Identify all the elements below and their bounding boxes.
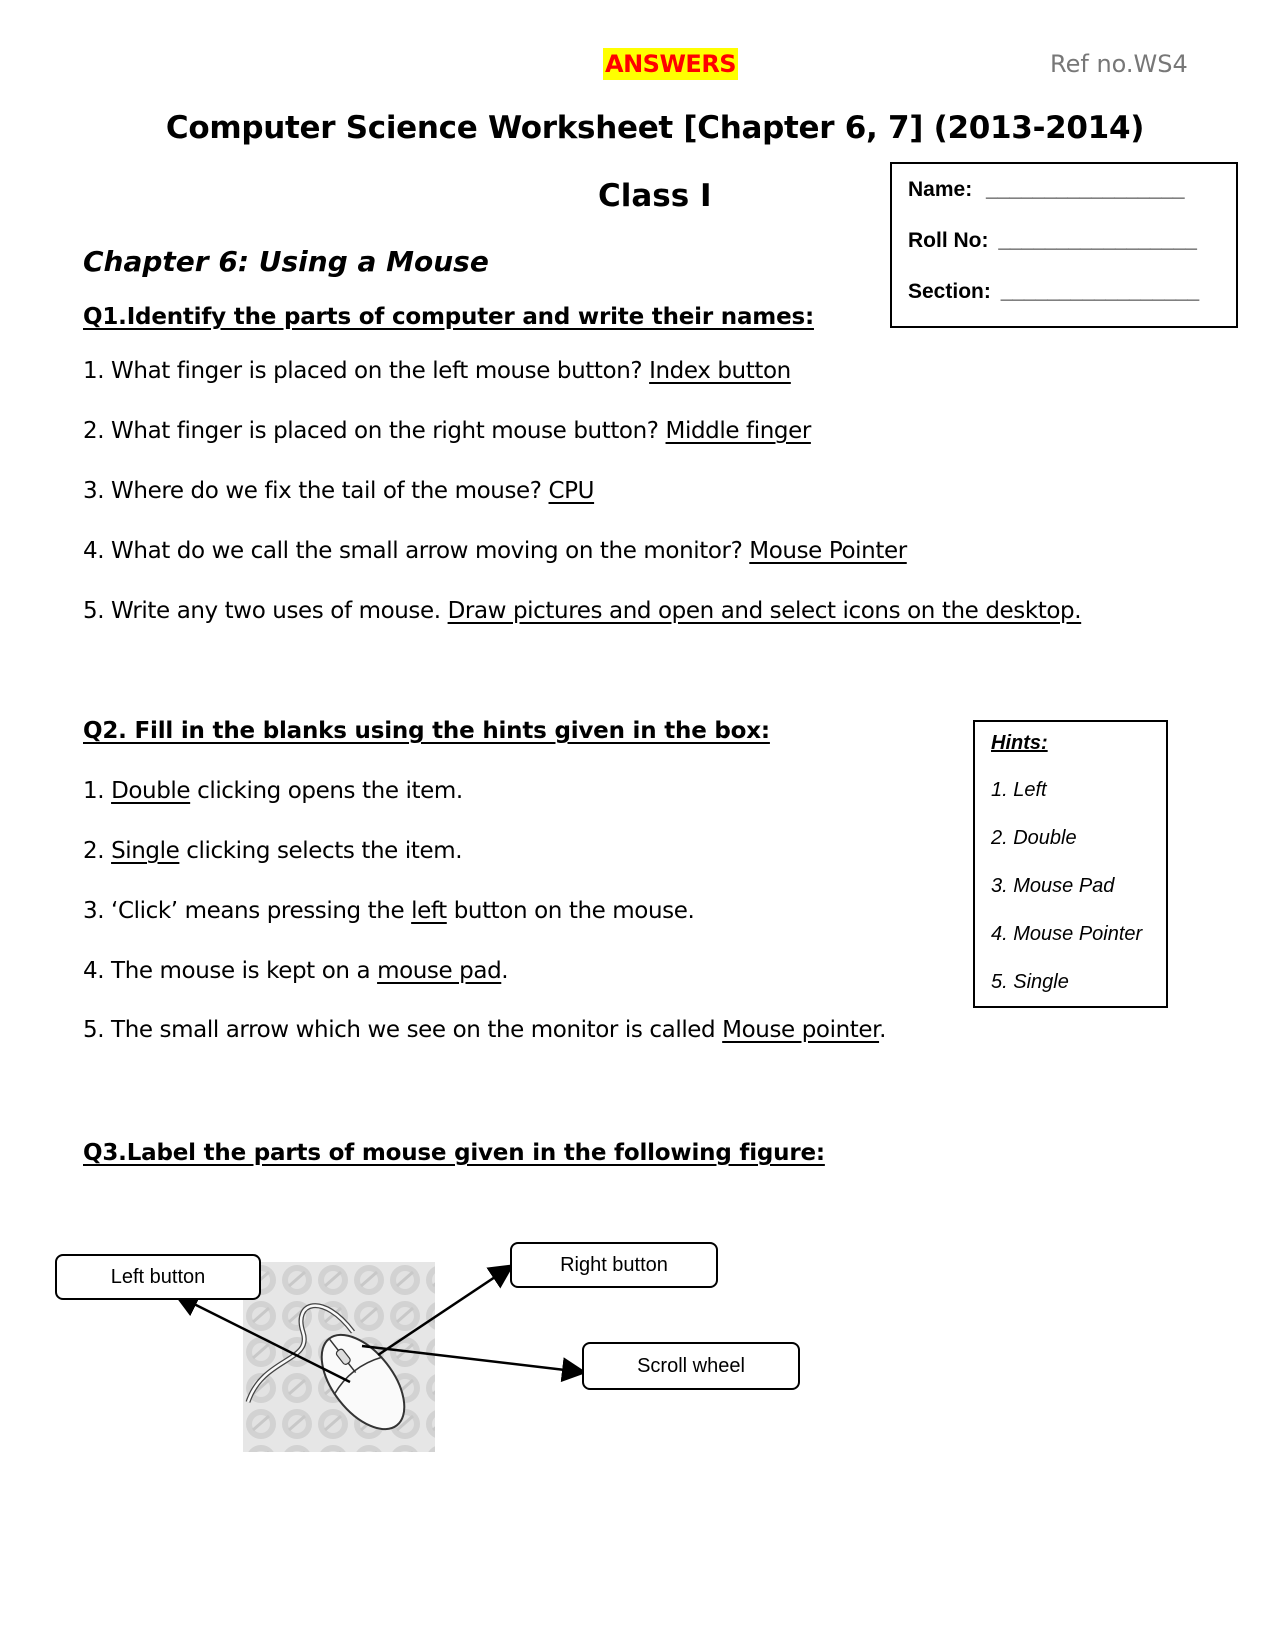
question-text: 5. Write any two uses of mouse.	[83, 598, 448, 624]
question-text: 2. What finger is placed on the right mouse button?	[83, 418, 666, 444]
answer-text: CPU	[548, 478, 595, 504]
sentence-suffix: button on the mouse.	[446, 898, 695, 924]
sentence-suffix: .	[879, 1017, 886, 1043]
answer-text: mouse pad	[377, 958, 502, 984]
section-field[interactable]: _________________	[1000, 280, 1200, 303]
roll-field[interactable]: _________________	[998, 229, 1197, 252]
q2-heading: Q2. Fill in the blanks using the hints given in the box:	[83, 718, 770, 744]
answer-text: Index button	[649, 358, 791, 384]
hints-title: Hints:	[991, 732, 1048, 754]
class-label: Class I	[598, 178, 712, 214]
hint-item: 1. Left	[991, 779, 1047, 801]
sentence-prefix: 5. The small arrow which we see on the monitor is called	[83, 1017, 723, 1043]
sentence-prefix: 4. The mouse is kept on a	[83, 958, 378, 984]
q1-heading: Q1.Identify the parts of computer and write their names:	[83, 304, 814, 330]
sentence-suffix: clicking selects the item.	[179, 838, 463, 864]
answer-text: left	[411, 898, 447, 924]
hint-item: 3. Mouse Pad	[991, 875, 1115, 897]
left-button-label: Left button	[55, 1254, 261, 1300]
section-label: Section:	[908, 280, 991, 303]
answer-text: Double	[111, 778, 191, 804]
name-field[interactable]: _________________	[986, 178, 1185, 201]
sentence-prefix: 2.	[83, 838, 112, 864]
sentence-suffix: .	[501, 958, 509, 984]
answer-text: Draw pictures and open and select icons on the desktop.	[447, 598, 1082, 624]
question-text: 1. What finger is placed on the left mouse button?	[83, 358, 650, 384]
right-button-label: Right button	[510, 1242, 718, 1288]
roll-label: Roll No:	[908, 229, 989, 252]
answer-text: Middle finger	[665, 418, 811, 444]
name-label: Name:	[908, 178, 973, 201]
hint-item: 5. Single	[991, 971, 1069, 993]
question-text: 4. What do we call the small arrow moving on the monitor?	[83, 538, 750, 564]
hint-item: 2. Double	[991, 827, 1077, 849]
answer-text: Mouse Pointer	[749, 538, 907, 564]
answers-tag: ANSWERS	[605, 50, 737, 78]
sentence-suffix: clicking opens the item.	[190, 778, 463, 804]
scroll-wheel-label: Scroll wheel	[582, 1342, 800, 1390]
sentence-prefix: 1.	[83, 778, 112, 804]
worksheet-title: Computer Science Worksheet [Chapter 6, 7] (2013-2014)	[165, 110, 1145, 146]
chapter-title: Chapter 6: Using a Mouse	[83, 245, 489, 278]
hint-item: 4. Mouse Pointer	[991, 923, 1143, 945]
answer-text: Mouse pointer	[722, 1017, 880, 1043]
answer-text: Single	[111, 838, 180, 864]
question-text: 3. Where do we fix the tail of the mouse?	[83, 478, 549, 504]
sentence-prefix: 3. ‘Click’ means pressing the	[83, 898, 412, 924]
q3-heading: Q3.Label the parts of mouse given in the following figure:	[83, 1140, 825, 1166]
reference-number: Ref no.WS4	[1050, 50, 1188, 78]
